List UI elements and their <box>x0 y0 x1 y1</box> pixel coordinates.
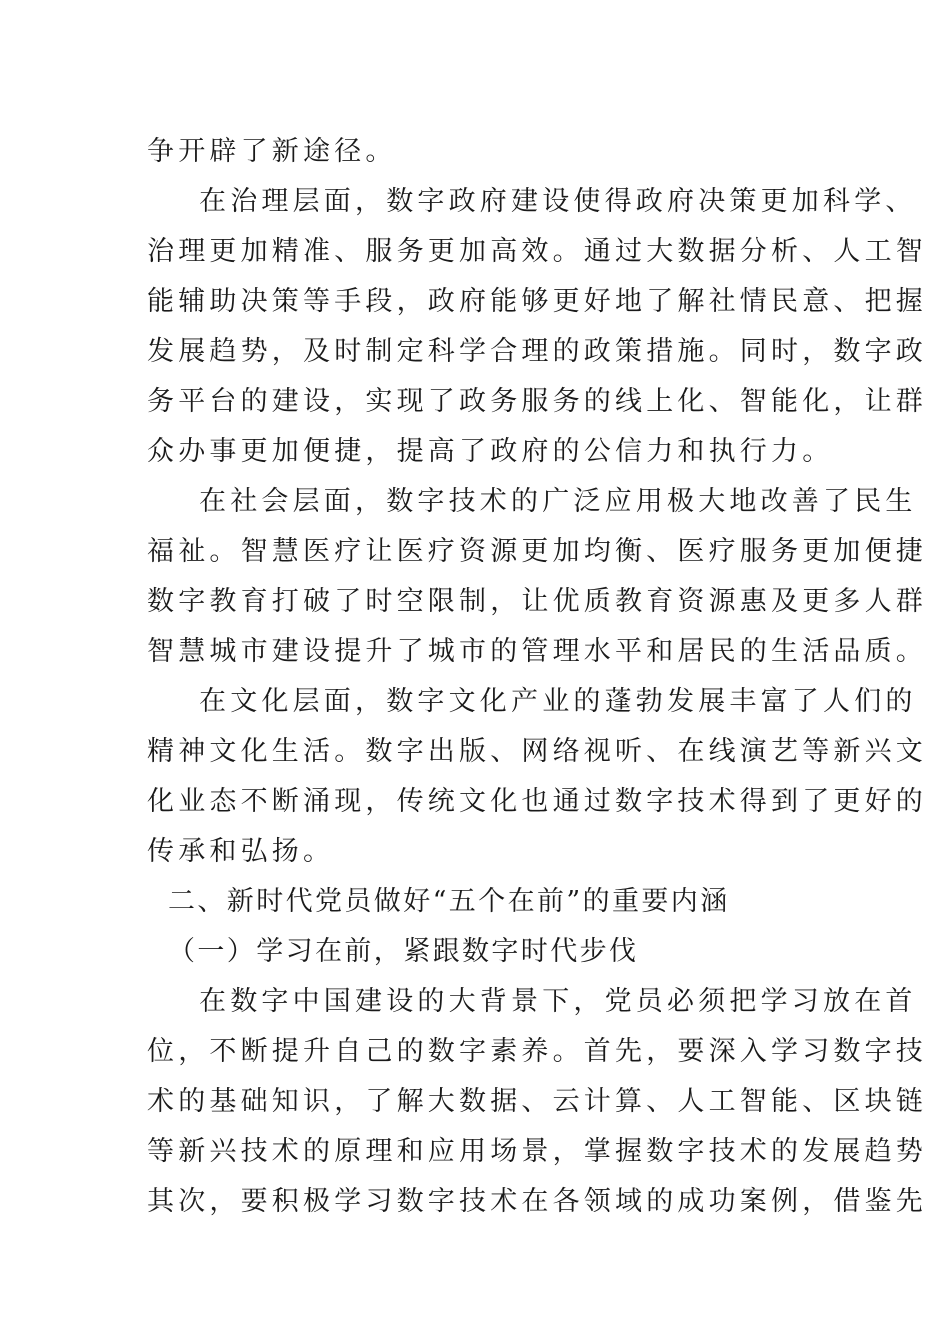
text-line: 福祉。智慧医疗让医疗资源更加均衡、医疗服务更加便捷 <box>147 536 927 567</box>
paragraph-culture-start: 在文化层面，数字文化产业的蓬勃发展丰富了人们的 <box>199 686 917 717</box>
text-line: 传承和弘扬。 <box>147 836 335 867</box>
text-line: 能辅助决策等手段，政府能够更好地了解社情民意、把握 <box>147 286 927 317</box>
text-line: 发展趋势，及时制定科学合理的政策措施。同时，数字政 <box>147 336 927 367</box>
text-line: 数字教育打破了时空限制，让优质教育资源惠及更多人群 <box>147 586 927 617</box>
text-line: 治理更加精准、服务更加高效。通过大数据分析、人工智 <box>147 236 927 267</box>
paragraph-governance-start: 在治理层面，数字政府建设使得政府决策更加科学、 <box>199 186 917 217</box>
text-line: 术的基础知识，了解大数据、云计算、人工智能、区块链 <box>147 1086 927 1117</box>
text-line: 其次，要积极学习数字技术在各领域的成功案例，借鉴先 <box>147 1186 927 1217</box>
text-line: 争开辟了新途径。 <box>147 136 397 167</box>
paragraph-society-start: 在社会层面，数字技术的广泛应用极大地改善了民生 <box>199 486 917 517</box>
text-line: 务平台的建设，实现了政务服务的线上化、智能化，让群 <box>147 386 927 417</box>
text-line: 智慧城市建设提升了城市的管理水平和居民的生活品质。 <box>147 636 927 667</box>
text-line: 精神文化生活。数字出版、网络视听、在线演艺等新兴文 <box>147 736 927 767</box>
text-line: 众办事更加便捷，提高了政府的公信力和执行力。 <box>147 436 834 467</box>
text-line: 位，不断提升自己的数字素养。首先，要深入学习数字技 <box>147 1036 927 1067</box>
text-line: 化业态不断涌现，传统文化也通过数字技术得到了更好的 <box>147 786 927 817</box>
section-heading: 二、新时代党员做好“五个在前”的重要内涵 <box>168 886 730 917</box>
subsection-heading: （一）学习在前，紧跟数字时代步伐 <box>168 936 639 967</box>
paragraph-learning-start: 在数字中国建设的大背景下，党员必须把学习放在首 <box>199 986 917 1017</box>
text-line: 等新兴技术的原理和应用场景，掌握数字技术的发展趋势 <box>147 1136 927 1167</box>
